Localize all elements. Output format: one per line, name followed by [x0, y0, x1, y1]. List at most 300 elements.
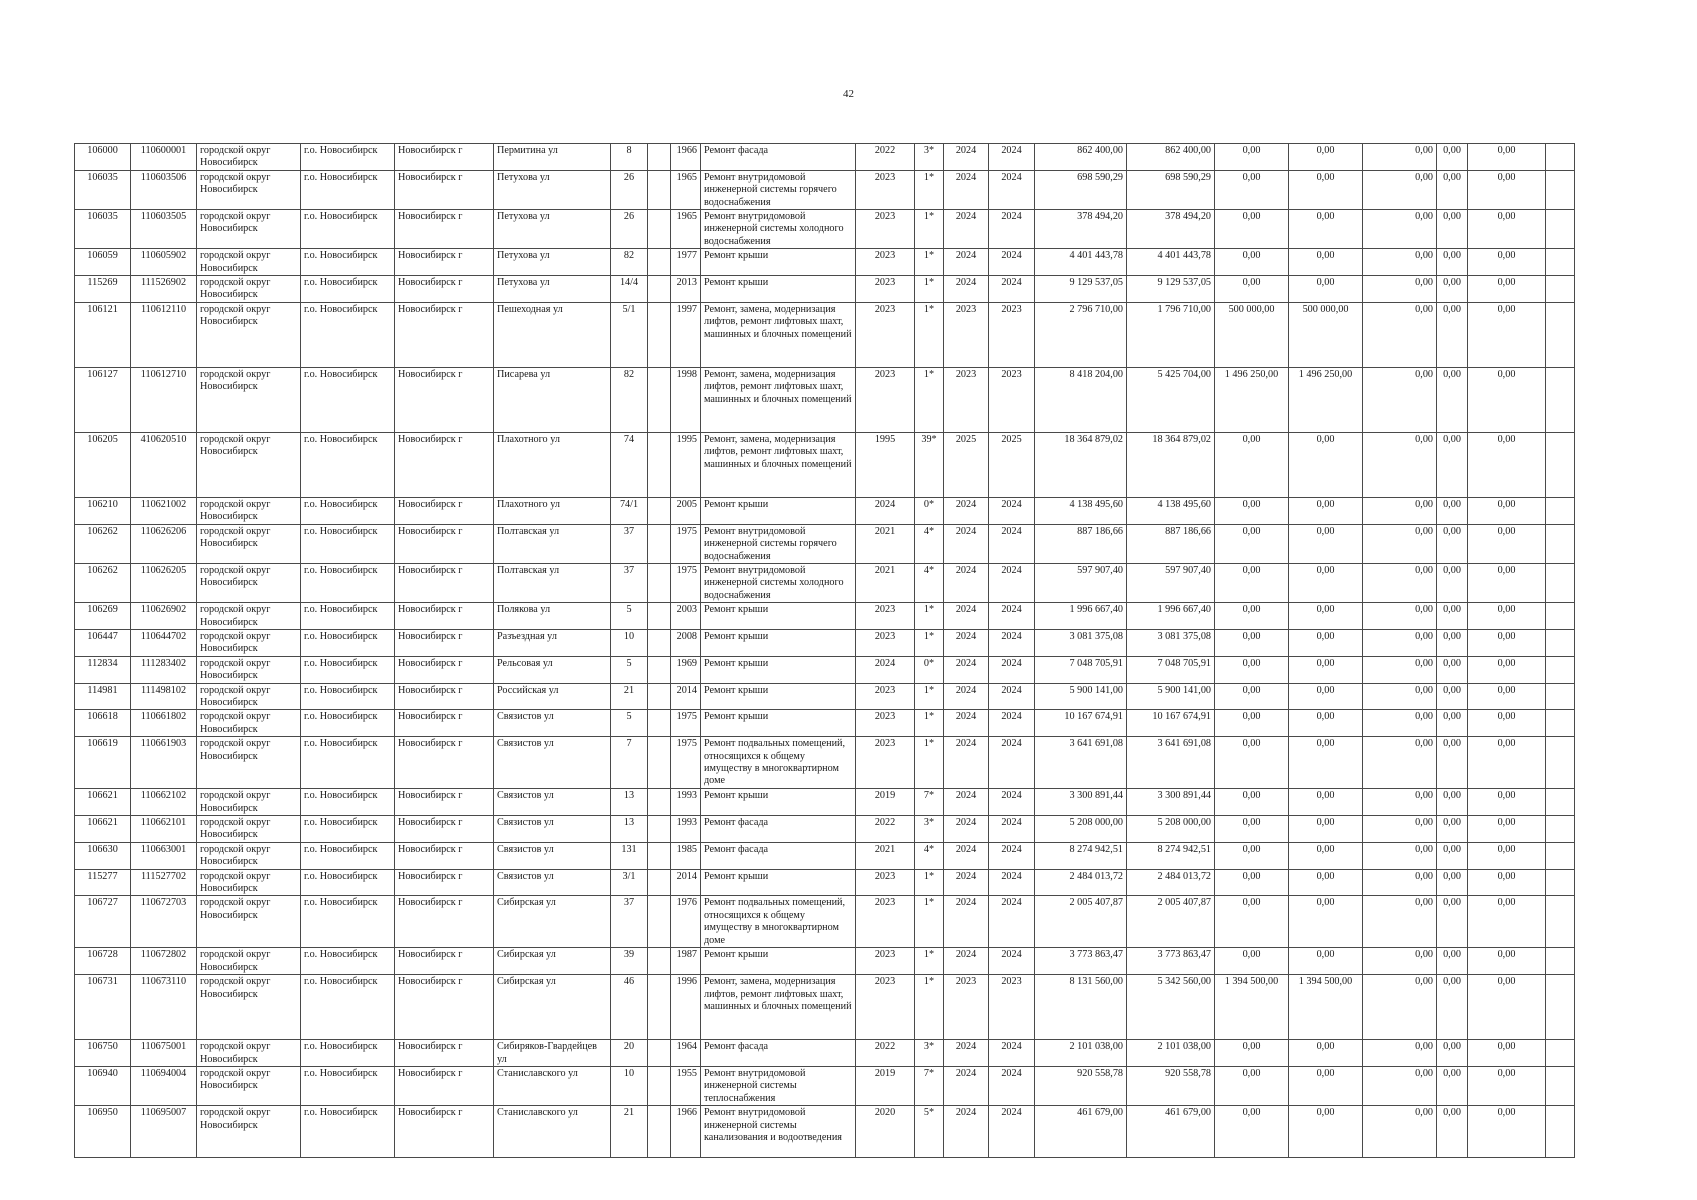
cell-house-code: 106728 — [75, 948, 131, 975]
cell-plan-end: 2024 — [989, 1040, 1035, 1067]
cell-plan-end: 2024 — [989, 144, 1035, 171]
cell-last-repair-year: 2023 — [856, 249, 915, 276]
table-row — [75, 524, 1575, 563]
cell-federal-fund: 0,00 — [1363, 629, 1437, 656]
cell-plan-start: 2024 — [944, 497, 989, 524]
cell-plan-end: 2024 — [989, 816, 1035, 843]
cell-municipality: городской округ Новосибирск — [197, 249, 301, 276]
cell-plan-end: 2024 — [989, 869, 1035, 896]
cell-notes — [1546, 629, 1575, 656]
cell-fund-cost: 7 048 705,91 — [1127, 656, 1215, 683]
cell-other-funds: 0,00 — [1437, 896, 1468, 948]
cell-federal-fund: 0,00 — [1363, 683, 1437, 710]
cell-fund-cost: 2 101 038,00 — [1127, 1040, 1215, 1067]
cell-fund-cost: 9 129 537,05 — [1127, 276, 1215, 303]
cell-work-type: Ремонт крыши — [701, 629, 856, 656]
cell-total-cost: 8 418 204,00 — [1035, 367, 1127, 432]
cell-house-number: 5 — [611, 710, 648, 737]
cell-total-cost: 9 129 537,05 — [1035, 276, 1127, 303]
cell-locality: Новосибирск г — [395, 367, 494, 432]
cell-municipality: городской округ Новосибирск — [197, 1067, 301, 1106]
cell-locality: Новосибирск г — [395, 948, 494, 975]
cell-owners-funds: 0,00 — [1468, 842, 1546, 869]
cell-notes — [1546, 144, 1575, 171]
cell-plan-end: 2023 — [989, 302, 1035, 367]
cell-object-id: 110695007 — [131, 1106, 197, 1158]
table-row — [75, 710, 1575, 737]
cell-total-cost: 8 131 560,00 — [1035, 975, 1127, 1040]
cell-plan-end: 2023 — [989, 975, 1035, 1040]
cell-street: Станиславского ул — [494, 1106, 611, 1158]
cell-street: Рельсовая ул — [494, 656, 611, 683]
cell-locality: Новосибирск г — [395, 816, 494, 843]
cell-build-year: 2014 — [671, 683, 701, 710]
cell-region-budget: 0,00 — [1215, 629, 1289, 656]
cell-fund-cost: 5 900 141,00 — [1127, 683, 1215, 710]
cell-federal-fund: 0,00 — [1363, 144, 1437, 171]
cell-period: 1* — [915, 276, 944, 303]
cell-plan-start: 2024 — [944, 629, 989, 656]
cell-plan-end: 2024 — [989, 710, 1035, 737]
cell-local-budget: 0,00 — [1289, 710, 1363, 737]
cell-other-funds: 0,00 — [1437, 210, 1468, 249]
cell-plan-start: 2024 — [944, 869, 989, 896]
cell-other-funds: 0,00 — [1437, 656, 1468, 683]
cell-fund-cost: 862 400,00 — [1127, 144, 1215, 171]
cell-house-number: 46 — [611, 975, 648, 1040]
table-row — [75, 975, 1575, 1040]
cell-object-id: 110600001 — [131, 144, 197, 171]
cell-build-year: 2013 — [671, 276, 701, 303]
cell-local-budget: 0,00 — [1289, 789, 1363, 816]
cell-region-budget: 0,00 — [1215, 896, 1289, 948]
cell-local-budget: 0,00 — [1289, 210, 1363, 249]
cell-notes — [1546, 737, 1575, 789]
cell-total-cost: 8 274 942,51 — [1035, 842, 1127, 869]
cell-house-number: 74 — [611, 432, 648, 497]
cell-object-id: 110644702 — [131, 629, 197, 656]
table-row — [75, 497, 1575, 524]
cell-work-type: Ремонт внутридомовой инженерной системы горячего водоснабжения — [701, 170, 856, 209]
cell-notes — [1546, 975, 1575, 1040]
cell-federal-fund: 0,00 — [1363, 249, 1437, 276]
cell-building — [648, 210, 671, 249]
cell-other-funds: 0,00 — [1437, 710, 1468, 737]
cell-notes — [1546, 683, 1575, 710]
table-row — [75, 249, 1575, 276]
cell-plan-end: 2024 — [989, 842, 1035, 869]
cell-locality: Новосибирск г — [395, 170, 494, 209]
cell-period: 1* — [915, 629, 944, 656]
cell-notes — [1546, 789, 1575, 816]
cell-region-budget: 0,00 — [1215, 869, 1289, 896]
cell-municipal-short: г.о. Новосибирск — [301, 975, 395, 1040]
cell-municipal-short: г.о. Новосибирск — [301, 948, 395, 975]
cell-federal-fund: 0,00 — [1363, 1067, 1437, 1106]
cell-fund-cost: 5 208 000,00 — [1127, 816, 1215, 843]
cell-other-funds: 0,00 — [1437, 524, 1468, 563]
cell-region-budget: 0,00 — [1215, 1040, 1289, 1067]
cell-building — [648, 629, 671, 656]
cell-house-code: 106731 — [75, 975, 131, 1040]
table-row — [75, 683, 1575, 710]
cell-street: Пермитина ул — [494, 144, 611, 171]
cell-region-budget: 0,00 — [1215, 656, 1289, 683]
cell-federal-fund: 0,00 — [1363, 1040, 1437, 1067]
cell-period: 1* — [915, 869, 944, 896]
cell-owners-funds: 0,00 — [1468, 737, 1546, 789]
cell-municipal-short: г.о. Новосибирск — [301, 170, 395, 209]
cell-house-number: 13 — [611, 789, 648, 816]
cell-building — [648, 975, 671, 1040]
cell-street: Сибирская ул — [494, 948, 611, 975]
cell-building — [648, 563, 671, 602]
cell-build-year: 1955 — [671, 1067, 701, 1106]
cell-plan-start: 2024 — [944, 948, 989, 975]
cell-period: 7* — [915, 1067, 944, 1106]
cell-last-repair-year: 2023 — [856, 683, 915, 710]
cell-street: Станиславского ул — [494, 1067, 611, 1106]
cell-work-type: Ремонт крыши — [701, 710, 856, 737]
cell-local-budget: 0,00 — [1289, 1067, 1363, 1106]
cell-house-number: 10 — [611, 629, 648, 656]
cell-municipal-short: г.о. Новосибирск — [301, 896, 395, 948]
table-row — [75, 1106, 1575, 1158]
cell-fund-cost: 920 558,78 — [1127, 1067, 1215, 1106]
cell-region-budget: 0,00 — [1215, 497, 1289, 524]
cell-house-number: 13 — [611, 816, 648, 843]
cell-locality: Новосибирск г — [395, 869, 494, 896]
table-row — [75, 170, 1575, 209]
cell-total-cost: 3 641 691,08 — [1035, 737, 1127, 789]
cell-object-id: 110663001 — [131, 842, 197, 869]
cell-build-year: 1975 — [671, 563, 701, 602]
cell-federal-fund: 0,00 — [1363, 737, 1437, 789]
cell-work-type: Ремонт крыши — [701, 603, 856, 630]
cell-house-code: 106621 — [75, 816, 131, 843]
cell-other-funds: 0,00 — [1437, 276, 1468, 303]
table-row — [75, 302, 1575, 367]
cell-local-budget: 0,00 — [1289, 656, 1363, 683]
cell-notes — [1546, 367, 1575, 432]
cell-owners-funds: 0,00 — [1468, 603, 1546, 630]
cell-plan-start: 2024 — [944, 816, 989, 843]
cell-street: Петухова ул — [494, 249, 611, 276]
cell-object-id: 110626902 — [131, 603, 197, 630]
table-row — [75, 432, 1575, 497]
cell-notes — [1546, 276, 1575, 303]
cell-building — [648, 524, 671, 563]
cell-total-cost: 3 300 891,44 — [1035, 789, 1127, 816]
cell-region-budget: 0,00 — [1215, 276, 1289, 303]
cell-last-repair-year: 2023 — [856, 737, 915, 789]
cell-build-year: 1995 — [671, 432, 701, 497]
cell-house-code: 106727 — [75, 896, 131, 948]
cell-owners-funds: 0,00 — [1468, 948, 1546, 975]
table-row — [75, 656, 1575, 683]
cell-build-year: 1965 — [671, 170, 701, 209]
cell-total-cost: 5 900 141,00 — [1035, 683, 1127, 710]
cell-local-budget: 0,00 — [1289, 869, 1363, 896]
cell-local-budget: 0,00 — [1289, 144, 1363, 171]
cell-total-cost: 698 590,29 — [1035, 170, 1127, 209]
cell-house-code: 106618 — [75, 710, 131, 737]
cell-work-type: Ремонт крыши — [701, 683, 856, 710]
cell-plan-start: 2024 — [944, 710, 989, 737]
cell-municipality: городской округ Новосибирск — [197, 948, 301, 975]
cell-work-type: Ремонт внутридомовой инженерной системы холодного водоснабжения — [701, 563, 856, 602]
cell-owners-funds: 0,00 — [1468, 869, 1546, 896]
cell-period: 1* — [915, 603, 944, 630]
cell-locality: Новосибирск г — [395, 629, 494, 656]
cell-municipal-short: г.о. Новосибирск — [301, 842, 395, 869]
cell-last-repair-year: 2023 — [856, 948, 915, 975]
cell-notes — [1546, 896, 1575, 948]
cell-region-budget: 0,00 — [1215, 249, 1289, 276]
cell-region-budget: 0,00 — [1215, 144, 1289, 171]
cell-build-year: 1996 — [671, 975, 701, 1040]
cell-build-year: 1977 — [671, 249, 701, 276]
cell-municipal-short: г.о. Новосибирск — [301, 497, 395, 524]
cell-build-year: 1975 — [671, 524, 701, 563]
cell-federal-fund: 0,00 — [1363, 432, 1437, 497]
cell-notes — [1546, 710, 1575, 737]
cell-fund-cost: 5 425 704,00 — [1127, 367, 1215, 432]
cell-object-id: 110662102 — [131, 789, 197, 816]
cell-build-year: 1969 — [671, 656, 701, 683]
cell-local-budget: 0,00 — [1289, 842, 1363, 869]
cell-municipality: городской округ Новосибирск — [197, 1040, 301, 1067]
cell-municipal-short: г.о. Новосибирск — [301, 789, 395, 816]
cell-work-type: Ремонт подвальных помещений, относящихся к общему имуществу в многоквартирном доме — [701, 737, 856, 789]
cell-municipality: городской округ Новосибирск — [197, 563, 301, 602]
cell-last-repair-year: 2023 — [856, 896, 915, 948]
cell-notes — [1546, 249, 1575, 276]
repair-program-table — [74, 143, 1575, 1158]
cell-period: 0* — [915, 497, 944, 524]
cell-municipal-short: г.о. Новосибирск — [301, 1106, 395, 1158]
cell-house-code: 114981 — [75, 683, 131, 710]
table-row — [75, 842, 1575, 869]
cell-local-budget: 0,00 — [1289, 276, 1363, 303]
cell-object-id: 110603505 — [131, 210, 197, 249]
cell-total-cost: 2 005 407,87 — [1035, 896, 1127, 948]
cell-last-repair-year: 2023 — [856, 276, 915, 303]
cell-notes — [1546, 948, 1575, 975]
cell-municipality: городской округ Новосибирск — [197, 683, 301, 710]
cell-fund-cost: 2 005 407,87 — [1127, 896, 1215, 948]
cell-work-type: Ремонт крыши — [701, 249, 856, 276]
cell-fund-cost: 1 996 667,40 — [1127, 603, 1215, 630]
cell-municipal-short: г.о. Новосибирск — [301, 737, 395, 789]
cell-house-number: 26 — [611, 170, 648, 209]
cell-last-repair-year: 2019 — [856, 1067, 915, 1106]
cell-other-funds: 0,00 — [1437, 144, 1468, 171]
cell-work-type: Ремонт, замена, модернизация лифтов, ремонт лифтовых шахт, машинных и блочных помещений — [701, 367, 856, 432]
cell-house-code: 115269 — [75, 276, 131, 303]
cell-federal-fund: 0,00 — [1363, 710, 1437, 737]
cell-build-year: 1966 — [671, 1106, 701, 1158]
cell-fund-cost: 698 590,29 — [1127, 170, 1215, 209]
cell-other-funds: 0,00 — [1437, 302, 1468, 367]
cell-house-number: 26 — [611, 210, 648, 249]
cell-notes — [1546, 603, 1575, 630]
cell-fund-cost: 3 300 891,44 — [1127, 789, 1215, 816]
cell-object-id: 110605902 — [131, 249, 197, 276]
cell-house-number: 39 — [611, 948, 648, 975]
cell-house-code: 106000 — [75, 144, 131, 171]
cell-owners-funds: 0,00 — [1468, 1040, 1546, 1067]
cell-plan-end: 2024 — [989, 629, 1035, 656]
cell-locality: Новосибирск г — [395, 737, 494, 789]
cell-build-year: 1976 — [671, 896, 701, 948]
cell-period: 1* — [915, 302, 944, 367]
cell-locality: Новосибирск г — [395, 896, 494, 948]
cell-municipality: городской округ Новосибирск — [197, 276, 301, 303]
cell-street: Сибирская ул — [494, 975, 611, 1040]
table-row — [75, 563, 1575, 602]
cell-plan-start: 2024 — [944, 683, 989, 710]
cell-build-year: 1993 — [671, 789, 701, 816]
cell-federal-fund: 0,00 — [1363, 302, 1437, 367]
cell-building — [648, 432, 671, 497]
cell-build-year: 1964 — [671, 1040, 701, 1067]
cell-total-cost: 7 048 705,91 — [1035, 656, 1127, 683]
cell-total-cost: 862 400,00 — [1035, 144, 1127, 171]
cell-work-type: Ремонт крыши — [701, 276, 856, 303]
cell-local-budget: 0,00 — [1289, 737, 1363, 789]
cell-house-number: 5 — [611, 603, 648, 630]
cell-street: Разъездная ул — [494, 629, 611, 656]
cell-notes — [1546, 1106, 1575, 1158]
cell-locality: Новосибирск г — [395, 432, 494, 497]
cell-municipality: городской округ Новосибирск — [197, 869, 301, 896]
cell-locality: Новосибирск г — [395, 789, 494, 816]
cell-municipal-short: г.о. Новосибирск — [301, 432, 395, 497]
cell-house-code: 106630 — [75, 842, 131, 869]
cell-building — [648, 144, 671, 171]
cell-owners-funds: 0,00 — [1468, 249, 1546, 276]
cell-street: Связистов ул — [494, 710, 611, 737]
cell-period: 1* — [915, 737, 944, 789]
cell-house-code: 112834 — [75, 656, 131, 683]
cell-build-year: 2005 — [671, 497, 701, 524]
cell-house-number: 82 — [611, 367, 648, 432]
cell-federal-fund: 0,00 — [1363, 603, 1437, 630]
cell-plan-start: 2024 — [944, 842, 989, 869]
cell-municipality: городской округ Новосибирск — [197, 432, 301, 497]
cell-locality: Новосибирск г — [395, 524, 494, 563]
table-row — [75, 603, 1575, 630]
cell-last-repair-year: 2022 — [856, 144, 915, 171]
cell-locality: Новосибирск г — [395, 1040, 494, 1067]
cell-total-cost: 1 996 667,40 — [1035, 603, 1127, 630]
cell-work-type: Ремонт внутридомовой инженерной системы холодного водоснабжения — [701, 210, 856, 249]
cell-municipality: городской округ Новосибирск — [197, 1106, 301, 1158]
cell-house-code: 106121 — [75, 302, 131, 367]
cell-owners-funds: 0,00 — [1468, 710, 1546, 737]
cell-house-number: 14/4 — [611, 276, 648, 303]
cell-house-number: 21 — [611, 683, 648, 710]
cell-object-id: 110621002 — [131, 497, 197, 524]
cell-build-year: 1987 — [671, 948, 701, 975]
cell-fund-cost: 5 342 560,00 — [1127, 975, 1215, 1040]
cell-local-budget: 1 394 500,00 — [1289, 975, 1363, 1040]
cell-fund-cost: 2 484 013,72 — [1127, 869, 1215, 896]
cell-local-budget: 0,00 — [1289, 948, 1363, 975]
cell-plan-start: 2024 — [944, 170, 989, 209]
cell-locality: Новосибирск г — [395, 276, 494, 303]
cell-region-budget: 1 394 500,00 — [1215, 975, 1289, 1040]
cell-plan-end: 2024 — [989, 497, 1035, 524]
cell-total-cost: 887 186,66 — [1035, 524, 1127, 563]
cell-local-budget: 0,00 — [1289, 524, 1363, 563]
cell-work-type: Ремонт внутридомовой инженерной системы теплоснабжения — [701, 1067, 856, 1106]
cell-street: Связистов ул — [494, 789, 611, 816]
cell-street: Петухова ул — [494, 276, 611, 303]
cell-street: Российская ул — [494, 683, 611, 710]
cell-street: Связистов ул — [494, 869, 611, 896]
table-row — [75, 816, 1575, 843]
cell-notes — [1546, 656, 1575, 683]
cell-notes — [1546, 1040, 1575, 1067]
cell-total-cost: 920 558,78 — [1035, 1067, 1127, 1106]
cell-street: Писарева ул — [494, 367, 611, 432]
cell-plan-end: 2024 — [989, 210, 1035, 249]
table-row — [75, 948, 1575, 975]
cell-municipality: городской округ Новосибирск — [197, 603, 301, 630]
cell-federal-fund: 0,00 — [1363, 170, 1437, 209]
cell-house-code: 106205 — [75, 432, 131, 497]
cell-work-type: Ремонт подвальных помещений, относящихся к общему имуществу в многоквартирном доме — [701, 896, 856, 948]
cell-street: Петухова ул — [494, 170, 611, 209]
cell-locality: Новосибирск г — [395, 144, 494, 171]
cell-local-budget: 0,00 — [1289, 629, 1363, 656]
cell-other-funds: 0,00 — [1437, 737, 1468, 789]
cell-local-budget: 0,00 — [1289, 1106, 1363, 1158]
cell-federal-fund: 0,00 — [1363, 210, 1437, 249]
cell-owners-funds: 0,00 — [1468, 367, 1546, 432]
cell-work-type: Ремонт крыши — [701, 497, 856, 524]
table-row — [75, 896, 1575, 948]
cell-house-number: 37 — [611, 563, 648, 602]
cell-locality: Новосибирск г — [395, 842, 494, 869]
cell-fund-cost: 4 138 495,60 — [1127, 497, 1215, 524]
cell-local-budget: 0,00 — [1289, 816, 1363, 843]
cell-local-budget: 0,00 — [1289, 563, 1363, 602]
cell-object-id: 110612710 — [131, 367, 197, 432]
cell-build-year: 1965 — [671, 210, 701, 249]
cell-house-code: 106210 — [75, 497, 131, 524]
cell-federal-fund: 0,00 — [1363, 1106, 1437, 1158]
cell-locality: Новосибирск г — [395, 1067, 494, 1106]
table-row — [75, 737, 1575, 789]
cell-total-cost: 18 364 879,02 — [1035, 432, 1127, 497]
cell-locality: Новосибирск г — [395, 975, 494, 1040]
cell-municipal-short: г.о. Новосибирск — [301, 276, 395, 303]
table-row — [75, 1067, 1575, 1106]
cell-municipality: городской округ Новосибирск — [197, 170, 301, 209]
cell-owners-funds: 0,00 — [1468, 1067, 1546, 1106]
cell-federal-fund: 0,00 — [1363, 276, 1437, 303]
cell-build-year: 1998 — [671, 367, 701, 432]
cell-building — [648, 302, 671, 367]
cell-house-code: 106619 — [75, 737, 131, 789]
cell-plan-start: 2024 — [944, 656, 989, 683]
cell-object-id: 110672802 — [131, 948, 197, 975]
cell-house-number: 74/1 — [611, 497, 648, 524]
cell-other-funds: 0,00 — [1437, 170, 1468, 209]
